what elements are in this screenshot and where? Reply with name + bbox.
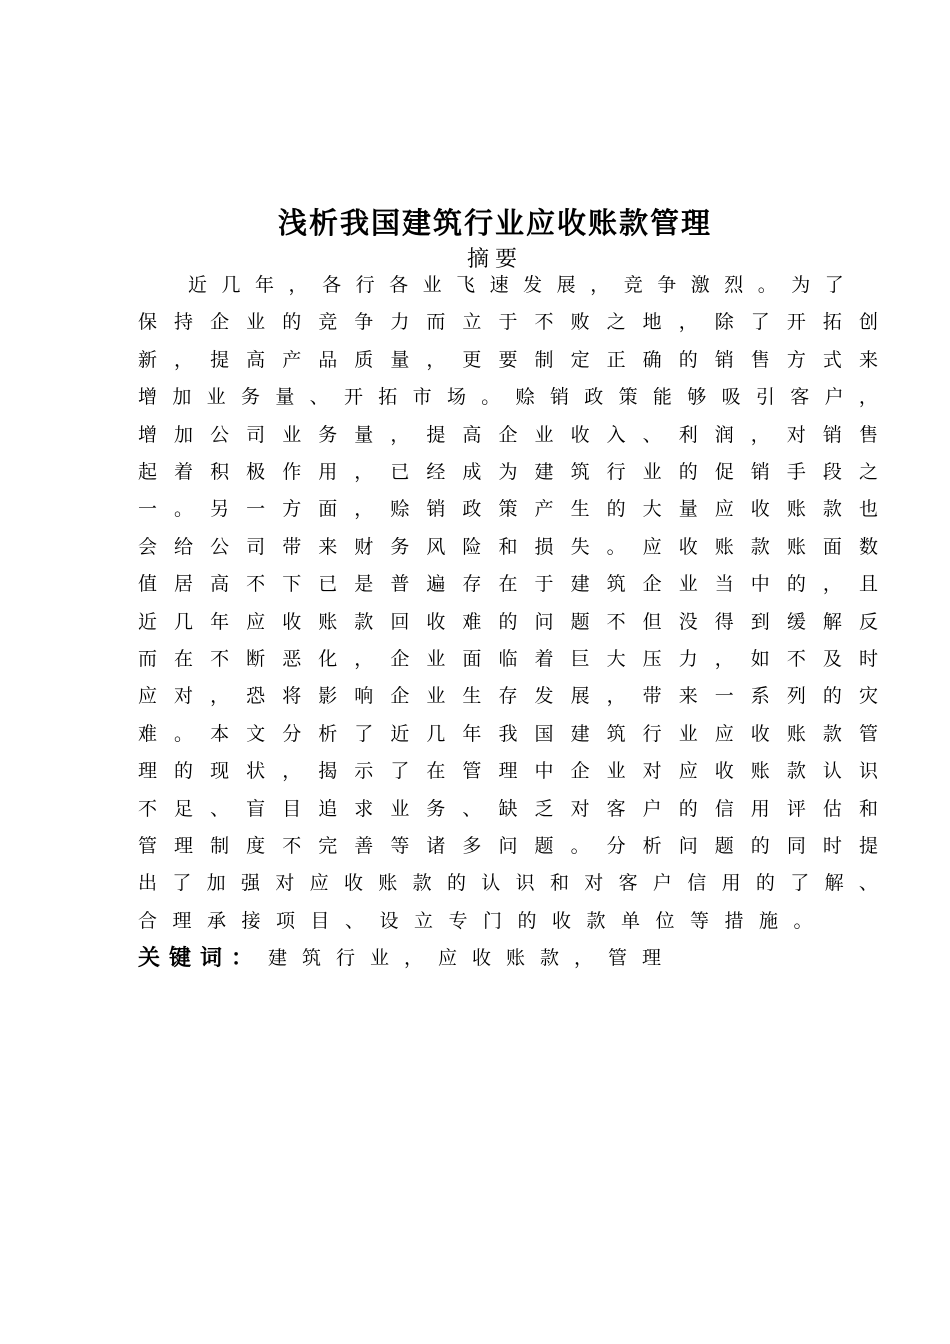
abstract-line-text: 新 ， 提 高 产 品 质 量 ， 更 要 制 定 正 确 的 销 售 方 式 来 [138, 349, 878, 371]
abstract-line [138, 906, 878, 936]
abstract-line-text: 出 了 加 强 对 应 收 账 款 的 认 识 和 对 客 户 信 用 的 了 解 、 [138, 872, 878, 894]
abstract-line [138, 868, 878, 898]
abstract-line [138, 569, 878, 599]
abstract-line-text: 增 加 业 务 量 、 开 拓 市 场 。 赊 销 政 策 能 够 吸 引 客 户 ， [138, 386, 878, 408]
abstract-line-text: 值 居 高 不 下 已 是 普 遍 存 在 于 建 筑 企 业 当 中 的 ， 且 [138, 573, 878, 595]
abstract-line-text: 理 的 现 状 ， 揭 示 了 在 管 理 中 企 业 对 应 收 账 款 认 识 [138, 760, 878, 782]
abstract-line [138, 532, 878, 562]
abstract-line [138, 345, 878, 375]
abstract-heading: 摘要 [466, 247, 523, 272]
abstract-line [138, 681, 878, 711]
keywords-value: 建筑行业，应收账款，管理 [268, 946, 677, 969]
abstract-line-text: 增 加 公 司 业 务 量 ， 提 高 企 业 收 入 、 利 润 ， 对 销 售 [138, 424, 878, 446]
abstract-line [138, 719, 878, 749]
abstract-line [138, 494, 878, 524]
abstract-line [188, 270, 844, 300]
abstract-line-text: 难 。 本 文 分 析 了 近 几 年 我 国 建 筑 行 业 应 收 账 款 管 [138, 723, 878, 745]
abstract-line-text: 起 着 积 极 作 用 ， 已 经 成 为 建 筑 行 业 的 促 销 手 段 之 [138, 461, 878, 483]
abstract-line [138, 420, 878, 450]
abstract-line-text: 一 。 另 一 方 面 ， 赊 销 政 策 产 生 的 大 量 应 收 账 款 也 [138, 498, 878, 520]
keywords-row [138, 940, 676, 972]
abstract-line-text: 近 几 年 应 收 账 款 回 收 难 的 问 题 不 但 没 得 到 缓 解 反 [138, 611, 878, 633]
keywords-label: 关键词： [138, 945, 263, 971]
abstract-line-text: 合理承接项目、设立专门的收款单位等措施。 [138, 910, 829, 932]
abstract-line [138, 794, 878, 824]
abstract-line-text: 而 在 不 断 恶 化 ， 企 业 面 临 着 巨 大 压 力 ， 如 不 及 时 [138, 648, 878, 670]
document-title: 浅析我国建筑行业应收账款管理 [277, 206, 712, 240]
abstract-line [138, 831, 878, 861]
abstract-line-text: 近 几 年 ， 各 行 各 业 飞 速 发 展 ， 竞 争 激 烈 。 为 了 [188, 274, 844, 296]
abstract-line-text: 保 持 企 业 的 竞 争 力 而 立 于 不 败 之 地 ， 除 了 开 拓 创 [138, 311, 878, 333]
abstract-line [138, 644, 878, 674]
abstract-line-text: 不 足 、 盲 目 追 求 业 务 、 缺 乏 对 客 户 的 信 用 评 估 和 [138, 798, 878, 820]
abstract-line-text: 管 理 制 度 不 完 善 等 诸 多 问 题 。 分 析 问 题 的 同 时 提 [138, 835, 878, 857]
abstract-line [138, 607, 878, 637]
abstract-line [138, 382, 878, 412]
abstract-line [138, 307, 878, 337]
abstract-line [138, 756, 878, 786]
abstract-line-text: 会 给 公 司 带 来 财 务 风 险 和 损 失 。 应 收 账 款 账 面 数 [138, 536, 878, 558]
abstract-line [138, 457, 878, 487]
abstract-line-text: 应 对 ， 恐 将 影 响 企 业 生 存 发 展 ， 带 来 一 系 列 的 灾 [138, 685, 878, 707]
